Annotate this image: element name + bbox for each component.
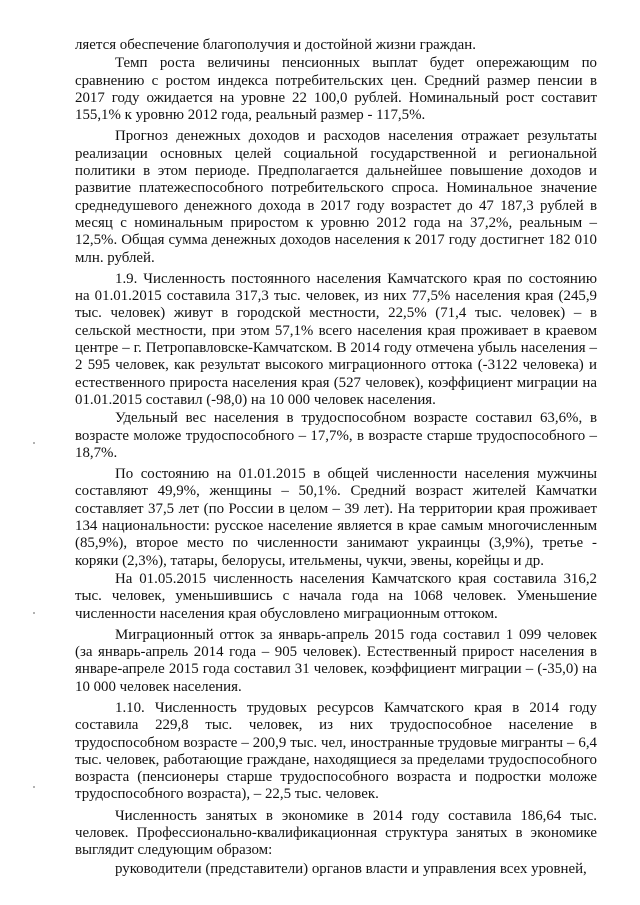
- scan-speck: [33, 442, 35, 444]
- paragraph-pensions: Темп роста величины пенсионных выплат будет опережающим по сравнению с ростом индекса потребительских цен. Средний размер пенсии в 2017 году ожидается на уровне 22 100,0 рублей. Номинальный рост составит 155,1% к уровню 2012 года, реальный размер - 117,5%.: [75, 55, 597, 124]
- paragraph-1-9-population: 1.9. Численность постоянного населения Камчатского края по состоянию на 01.01.2015 составила 317,3 тыс. человек, из них 77,5% населения края (245,9 тыс. человек) живут в городской местности, 22,5% (71,4 тыс. человек) – в сельской местности, при этом 57,1% всего населения края проживает в краевом центре – г. Петропавловске-Камчатском. В 2014 году отмечена убыль населения – 2 595 человек, как результат высокого миграционного оттока (-3122 человека) и естественного прироста населения края (527 человек), коэффициент миграции на 01.01.2015 составил (-98,0) на 10 000 человек населения.: [75, 270, 597, 408]
- paragraph-list-item: руководители (представители) органов власти и управления всех уровней,: [115, 860, 587, 877]
- document-body: [75, 37, 597, 882]
- paragraph-continuation: ляется обеспечение благополучия и достойной жизни граждан.: [75, 37, 476, 53]
- paragraph-employment: Численность занятых в экономике в 2014 году составила 186,64 тыс. человек. Профессионально-квалификационная структура занятых в экономике выглядит следующим образом:: [75, 807, 597, 859]
- scan-speck: [33, 786, 35, 788]
- paragraph-income-forecast: Прогноз денежных доходов и расходов населения отражает результаты реализации основных целей социальной государственной и региональной политики в этом периоде. Предполагается дальнейшее повышение доходов и развитие платежеспособного потребительского спроса. Номинальное значение среднедушевого денежного дохода в 2017 году возрастет до 47 187,3 рублей в месяц с номинальным приростом к уровню 2012 года на 37,2%, реальным – 12,5%. Общая сумма денежных доходов населения к 2017 году достигнет 182 010 млн. рублей.: [75, 128, 597, 266]
- paragraph-migration: Миграционный отток за январь-апрель 2015 года составил 1 099 человек (за январь-апрель 2014 года – 905 человек). Естественный прирост населения в январе-апреле 2015 года составил 31 человек, коэффициент миграции – (-35,0) на 10 000 человек населения.: [75, 626, 597, 695]
- paragraph-population-may: На 01.05.2015 численность населения Камчатского края составила 316,2 тыс. человек, уменьшившись с начала года на 1068 человек. Уменьшение численности населения края обусловлено миграционным оттоком.: [75, 570, 597, 622]
- scan-speck: [33, 612, 35, 614]
- paragraph-working-age-share: Удельный вес населения в трудоспособном возрасте составил 63,6%, в возрасте моложе трудоспособного – 17,7%, в возрасте старше трудоспособного – 18,7%.: [75, 410, 597, 461]
- paragraph-1-10-labour-resources: 1.10. Численность трудовых ресурсов Камчатского края в 2014 году составила 229,8 тыс. человек, из них трудоспособное население в трудоспособном возрасте – 200,9 тыс. чел, иностранные трудовые мигранты – 6,4 тыс. человек, работающие граждане, находящиеся за пределами трудоспособного возраста (пенсионеры старше трудоспособного возраста и подростки моложе трудоспособного возраста), – 22,5 тыс. человек.: [75, 699, 597, 803]
- paragraph-gender-nationality: По состоянию на 01.01.2015 в общей численности населения мужчины составляют 49,9%, женщины – 50,1%. Средний возраст жителей Камчатки составляет 37,5 лет (по России в целом – 39 лет). На территории края проживает 134 национальности: русское население является в крае самым многочисленным (85,9%), второе место по численности занимают украинцы (3,9%), третье - коряки (2,3%), татары, белорусы, ительмены, чукчи, эвены, корейцы и др.: [75, 466, 597, 569]
